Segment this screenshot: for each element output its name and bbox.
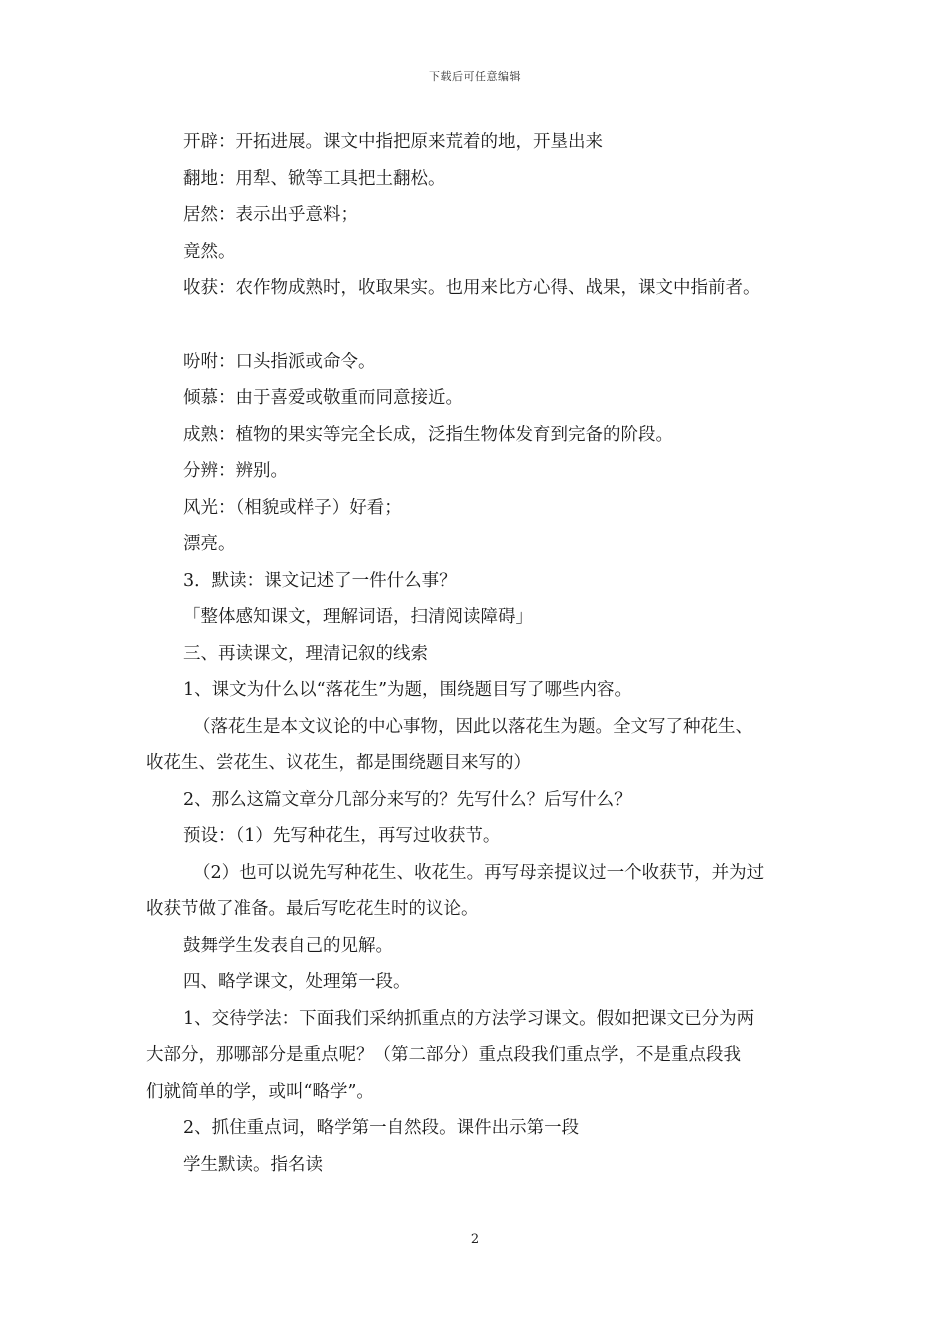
text-line: 们就简单的学，或叫“略学”。	[146, 1081, 374, 1102]
text-line: 收获节做了准备。最后写吃花生时的议论。	[146, 899, 479, 919]
section-heading: 四、略学课文，处理第一段。	[183, 972, 411, 992]
text-line: 成熟：植物的果实等完全长成，泛指生物体发育到完备的阶段。	[183, 424, 673, 445]
text-line: （落花生是本文议论的中心事物，因此以落花生为题。全文写了种花生、	[193, 716, 753, 737]
text-line: 1、课文为什么以“落花生”为题，围绕题目写了哪些内容。	[183, 680, 633, 700]
document-body	[146, 124, 821, 1183]
section-heading: 三、再读课文，理清记叙的线索	[183, 643, 428, 664]
text-line: 收获：农作物成熟时，收取果实。也用来比方心得、战果，课文中指前者。	[183, 278, 761, 298]
text-line: 预设：（1）先写种花生，再写过收获节。	[183, 826, 501, 846]
page-number: 2	[470, 1232, 480, 1247]
blank-line	[146, 307, 821, 344]
text-line: 开辟：开拓进展。课文中指把原来荒着的地，开垦出来	[183, 132, 603, 152]
text-line: 吩咐：口头指派或命令。	[183, 351, 376, 372]
text-line: 2、那么这篇文章分几部分来写的？先写什么？后写什么？	[183, 789, 632, 810]
page-header: 下载后可任意编辑	[429, 70, 521, 83]
text-line: 收花生、尝花生、议花生，都是围绕题目来写的）	[146, 753, 531, 773]
text-line: 大部分，那哪部分是重点呢？（第二部分）重点段我们重点学，不是重点段我	[146, 1045, 741, 1065]
text-line: 倾慕：由于喜爱或敬重而同意接近。	[183, 388, 463, 408]
text-line: 「整体感知课文，理解词语，扫清阅读障碍」	[183, 607, 533, 627]
text-line: 1、交待学法：下面我们采纳抓重点的方法学习课文。假如把课文已分为两	[183, 1008, 755, 1029]
text-line: 居然：表示出乎意料；	[183, 205, 358, 225]
text-line: （2）也可以说先写种花生、收花生。再写母亲提议过一个收获节，并为过	[193, 862, 765, 883]
text-line: 风光：（相貌或样子）好看；	[183, 497, 402, 518]
text-line: 分辨：辨别。	[183, 461, 288, 481]
text-line: 翻地：用犁、锨等工具把土翻松。	[183, 168, 446, 189]
text-line: 鼓舞学生发表自己的见解。	[183, 935, 393, 956]
text-line: 学生默读。指名读	[183, 1154, 323, 1175]
text-line: 2、抓住重点词，略学第一自然段。课件出示第一段	[183, 1118, 580, 1138]
text-line: 竟然。	[183, 241, 236, 262]
text-line: 漂亮。	[183, 534, 236, 554]
text-line: 3．默读：课文记述了一件什么事？	[183, 570, 457, 591]
